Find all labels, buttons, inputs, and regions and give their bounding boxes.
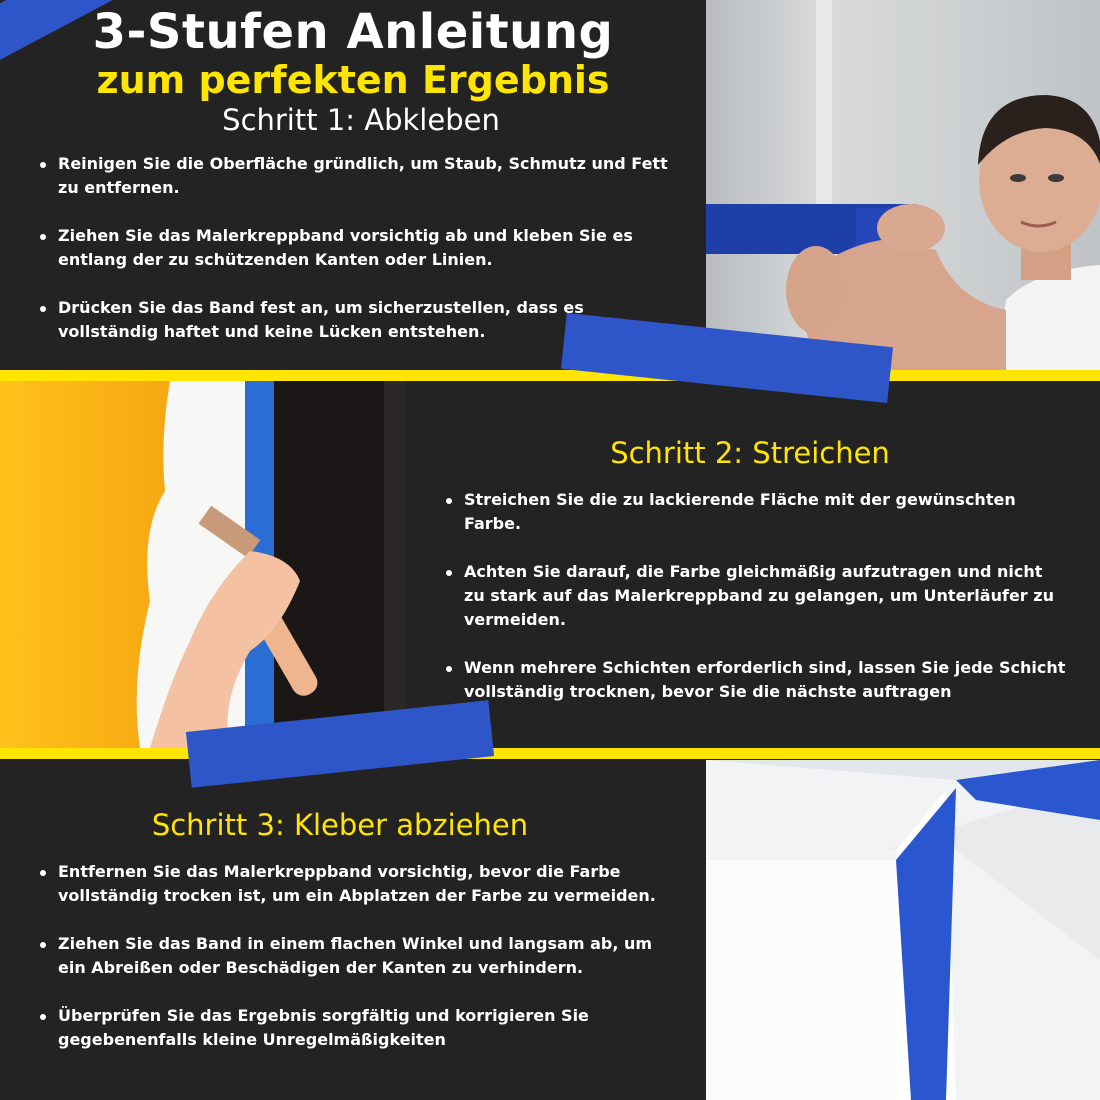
photo-man-applying-tape [706,0,1100,370]
list-item: Drücken Sie das Band fest an, um sicherzustellen, dass es vollständig haftet und keine Lücken entstehen. [40,296,680,344]
list-item: Ziehen Sie das Band in einem flachen Winkel und langsam ab, um ein Abreißen oder Beschädigen der Kanten zu verhindern. [40,932,670,980]
step-2-heading: Schritt 2: Streichen [610,436,890,470]
list-item: Streichen Sie die zu lackierende Fläche mit der gewünschten Farbe. [446,488,1066,536]
list-item: Reinigen Sie die Oberfläche gründlich, um Staub, Schmutz und Fett zu entfernen. [40,152,680,200]
page-title: 3-Stufen Anleitung [92,4,614,60]
yellow-divider [0,748,1100,759]
photo-tape-corner [706,760,1100,1100]
step-1-list [40,152,680,368]
list-item: Wenn mehrere Schichten erforderlich sind, lassen Sie jede Schicht vollständig trocknen, bevor Sie die nächste auftragen [446,656,1066,704]
page-subtitle: zum perfekten Ergebnis [96,58,610,102]
photo-painting-wall [0,381,405,748]
step-1-heading: Schritt 1: Abkleben [222,103,500,137]
list-item: Ziehen Sie das Malerkreppband vorsichtig ab und kleben Sie es entlang der zu schützenden Kanten oder Linien. [40,224,680,272]
step-3-heading: Schritt 3: Kleber abziehen [151,808,529,842]
step-2-list [446,488,1066,728]
list-item: Entfernen Sie das Malerkreppband vorsichtig, bevor die Farbe vollständig trocken ist, um ein Abplatzen der Farbe zu vermeiden. [40,860,670,908]
list-item: Achten Sie darauf, die Farbe gleichmäßig aufzutragen und nicht zu stark auf das Malerkreppband zu gelangen, um Unterläufer zu vermeiden. [446,560,1066,632]
list-item: Überprüfen Sie das Ergebnis sorgfältig und korrigieren Sie gegebenenfalls kleine Unregelmäßigkeiten [40,1004,670,1052]
yellow-divider [0,370,1100,381]
step-3-list [40,860,670,1076]
